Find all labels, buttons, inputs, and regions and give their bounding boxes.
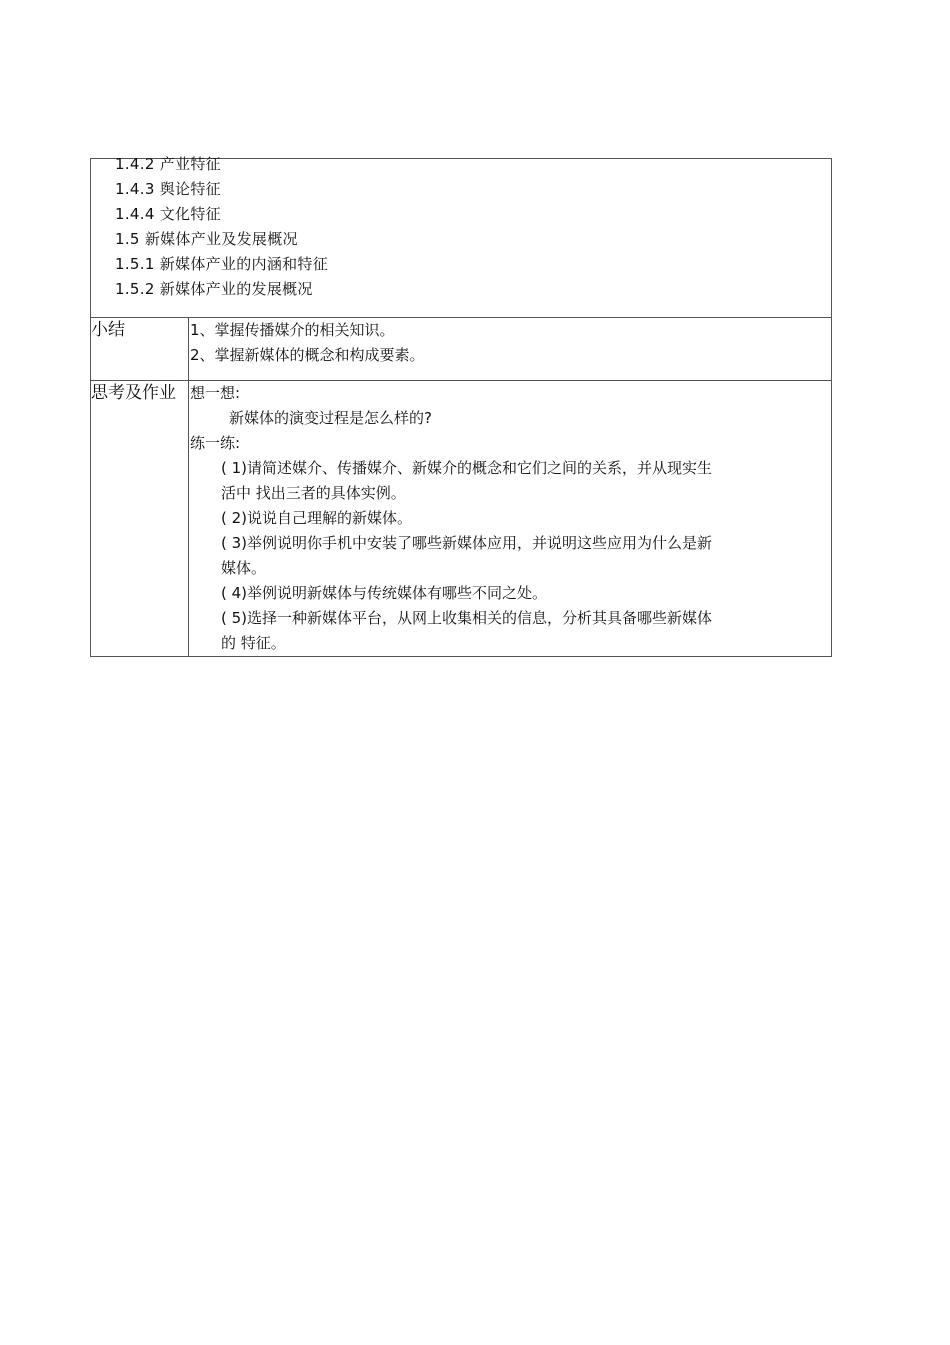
task-line: 活中 找出三者的具体实例。 (221, 484, 406, 502)
task-line: ( 1)请简述媒介、传播媒介、新媒介的概念和它们之间的关系，并从现实生 (221, 459, 713, 477)
summary-label: 小结 (91, 318, 189, 381)
outline-row (91, 159, 832, 318)
task-line: 媒体。 (221, 559, 267, 577)
outline-item: 1.5.1 新媒体产业的内涵和特征 (115, 255, 329, 273)
outline-item: 1.4.3 舆论特征 (115, 180, 221, 198)
outline-item: 1.5.2 新媒体产业的发展概况 (115, 280, 313, 298)
practice-title: 练一练: (190, 434, 241, 452)
think-title: 想一想: (190, 384, 241, 402)
think-question: 新媒体的演变过程是怎么样的? (229, 409, 432, 427)
homework-row (91, 381, 832, 657)
outline-item: 1.4.4 文化特征 (115, 205, 221, 223)
summary-item: 2、掌握新媒体的概念和构成要素。 (190, 346, 425, 364)
outline-item: 1.4.2 产业特征 (115, 155, 221, 173)
homework-label: 思考及作业 (91, 381, 189, 657)
homework-content (189, 381, 832, 657)
outline-item: 1.5 新媒体产业及发展概况 (115, 230, 298, 248)
task-line: ( 4)举例说明新媒体与传统媒体有哪些不同之处。 (221, 584, 548, 602)
summary-content (189, 318, 832, 381)
lesson-plan-table (90, 155, 832, 657)
outline-cell (91, 155, 832, 318)
summary-row (91, 318, 832, 381)
task-line: ( 3)举例说明你手机中安装了哪些新媒体应用，并说明这些应用为什么是新 (221, 534, 713, 552)
task-line: ( 2)说说自己理解的新媒体。 (221, 509, 413, 527)
task-line: 的 特征。 (221, 634, 286, 652)
task-line: ( 5)选择一种新媒体平台，从网上收集相关的信息，分析其具备哪些新媒体 (221, 609, 713, 627)
summary-item: 1、掌握传播媒介的相关知识。 (190, 321, 395, 339)
